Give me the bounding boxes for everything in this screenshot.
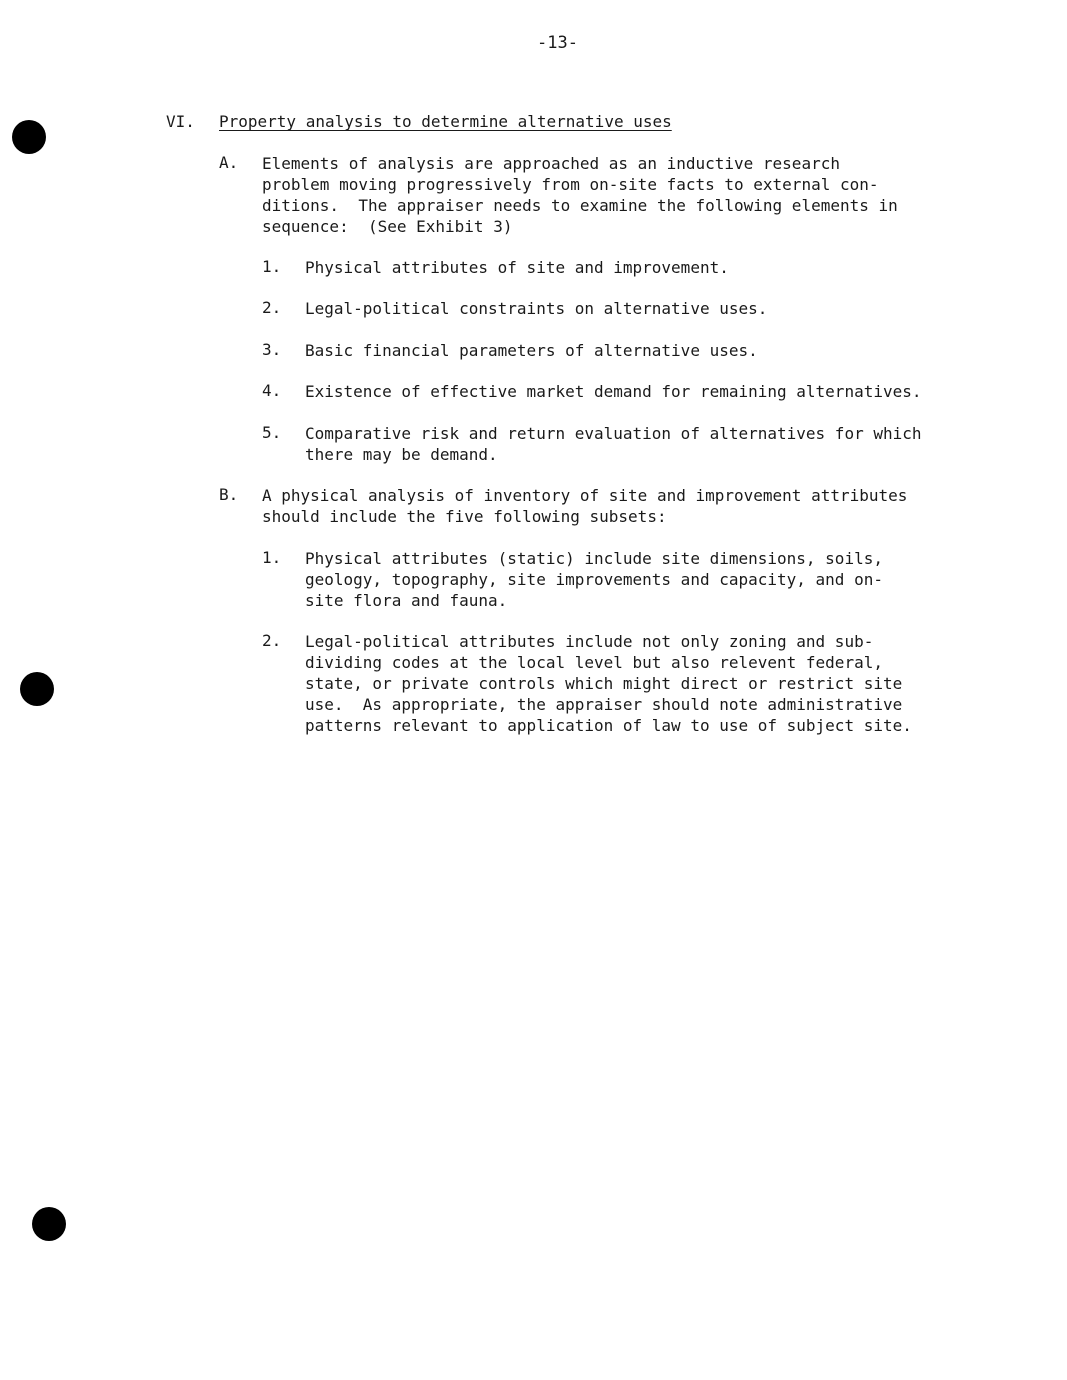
text-line: should include the five following subsets: (262, 507, 667, 526)
text-line: dividing codes at the local level but also relevent federal, (305, 653, 883, 672)
list-item-number: 2. (262, 631, 282, 650)
text-line: Physical attributes (static) include site dimensions, soils, (305, 549, 883, 568)
list-item-number: 1. (262, 257, 282, 276)
punch-hole (20, 672, 54, 706)
list-item (305, 340, 995, 361)
punch-hole (12, 120, 46, 154)
text-line: Legal-political attributes include not only zoning and sub- (305, 632, 874, 651)
text-line: A physical analysis of inventory of site and improvement attributes (262, 486, 908, 505)
text-line: Elements of analysis are approached as an inductive research (262, 154, 840, 173)
text-line: site flora and fauna. (305, 591, 508, 610)
list-item-number: 3. (262, 340, 282, 359)
list-item (305, 298, 995, 319)
list-item (305, 257, 995, 278)
list-item (305, 631, 995, 736)
text-line: Existence of effective market demand for remaining alternatives. (305, 382, 922, 401)
section-title: Property analysis to determine alternative uses (219, 112, 672, 131)
subsection-paragraph (262, 153, 992, 237)
text-line: Basic financial parameters of alternative uses. (305, 341, 758, 360)
text-line: ditions. The appraiser needs to examine the following elements in (262, 196, 898, 215)
text-line: Comparative risk and return evaluation of alternatives for which (305, 424, 922, 443)
list-item-number: 5. (262, 423, 282, 442)
list-item-number: 1. (262, 548, 282, 567)
text-line: geology, topography, site improvements and capacity, and on- (305, 570, 883, 589)
text-line: Physical attributes of site and improvement. (305, 258, 729, 277)
section-number: VI. (166, 112, 195, 131)
punch-hole (32, 1207, 66, 1241)
text-line: patterns relevant to application of law to use of subject site. (305, 716, 912, 735)
list-item (305, 381, 995, 402)
subsection-label: B. (219, 485, 239, 504)
page-number: -13- (537, 33, 578, 53)
text-line: there may be demand. (305, 445, 498, 464)
list-item-number: 4. (262, 381, 282, 400)
list-item (305, 548, 995, 611)
text-line: problem moving progressively from on-site facts to external con- (262, 175, 879, 194)
text-line: Legal-political constraints on alternative uses. (305, 299, 768, 318)
list-item (305, 423, 995, 465)
text-line: sequence: (See Exhibit 3) (262, 217, 513, 236)
subsection-label: A. (219, 153, 239, 172)
subsection-paragraph (262, 485, 992, 527)
list-item-number: 2. (262, 298, 282, 317)
text-line: use. As appropriate, the appraiser should note administrative (305, 695, 903, 714)
text-line: state, or private controls which might direct or restrict site (305, 674, 903, 693)
